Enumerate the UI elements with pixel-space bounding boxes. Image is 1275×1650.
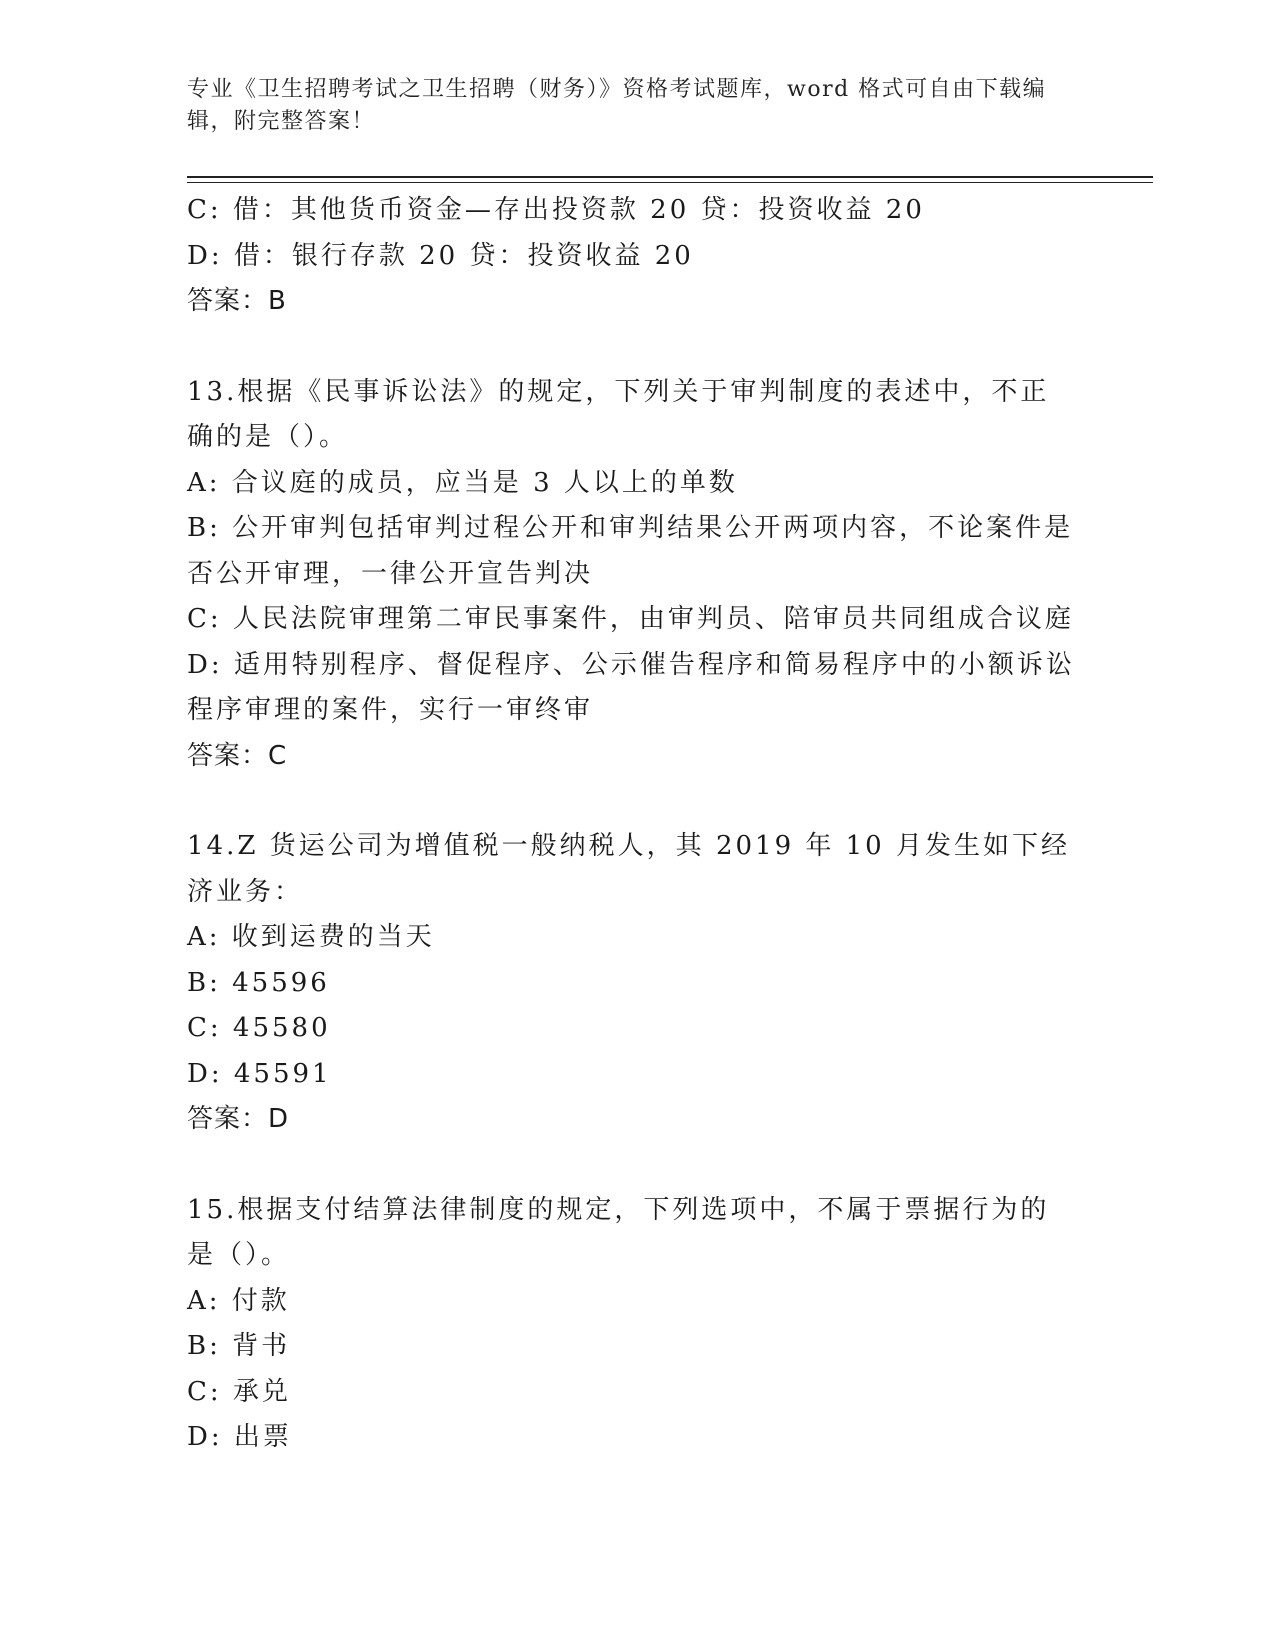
question-stem: 13.根据《民事诉讼法》的规定，下列关于审判制度的表述中，不正确的是（）。 <box>187 376 1050 452</box>
option-a: A: 收到运费的当天 <box>187 922 435 952</box>
continued-question <box>187 188 1077 325</box>
option-b: B: 背书 <box>187 1331 291 1361</box>
header-divider-thick <box>187 176 1153 178</box>
option-d: D: 45591 <box>187 1058 332 1089</box>
option-d: D: 适用特别程序、督促程序、公示催告程序和简易程序中的小额诉讼程序审理的案件，实行一审终审 <box>187 649 1075 725</box>
document-header <box>187 74 1087 138</box>
answer-line: 答案：D <box>187 1104 290 1134</box>
option-c: C: 承兑 <box>187 1376 291 1407</box>
option-a: A: 付款 <box>187 1285 290 1316</box>
spacer <box>187 1143 1077 1188</box>
option-c: C: 人民法院审理第二审民事案件，由审判员、陪审员共同组成合议庭 <box>187 604 1074 634</box>
header-intro-text: 专业《卫生招聘考试之卫生招聘（财务）》资格考试题库，word 格式可自由下载编辑，附完整答案！ <box>187 77 1047 134</box>
option-b: B: 45596 <box>187 967 330 998</box>
option-a: A: 合议庭的成员，应当是 3 人以上的单数 <box>187 467 738 498</box>
option-d: D: 借：银行存款 20 贷：投资收益 20 <box>187 240 694 271</box>
option-c: C: 借：其他货币资金—存出投资款 20 贷：投资收益 20 <box>187 195 925 225</box>
option-b: B: 公开审判包括审判过程公开和审判结果公开两项内容，不论案件是否公开审理，一律公开宣告判决 <box>187 513 1074 589</box>
question-stem: 14.Z 货运公司为增值税一般纳税人，其 2019 年 10 月发生如下经济业务： <box>187 831 1070 907</box>
answer-line: 答案：B <box>187 286 287 316</box>
option-c: C: 45580 <box>187 1013 331 1043</box>
option-d: D: 出票 <box>187 1422 292 1452</box>
header-divider-thin <box>187 182 1153 183</box>
question-stem: 15.根据支付结算法律制度的规定，下列选项中，不属于票据行为的是（）。 <box>187 1194 1050 1270</box>
answer-line: 答案：C <box>187 740 288 771</box>
question-13 <box>187 370 1077 780</box>
spacer <box>187 325 1077 370</box>
question-14 <box>187 824 1077 1143</box>
document-body <box>187 188 1077 1461</box>
question-15 <box>187 1188 1077 1461</box>
spacer <box>187 779 1077 824</box>
